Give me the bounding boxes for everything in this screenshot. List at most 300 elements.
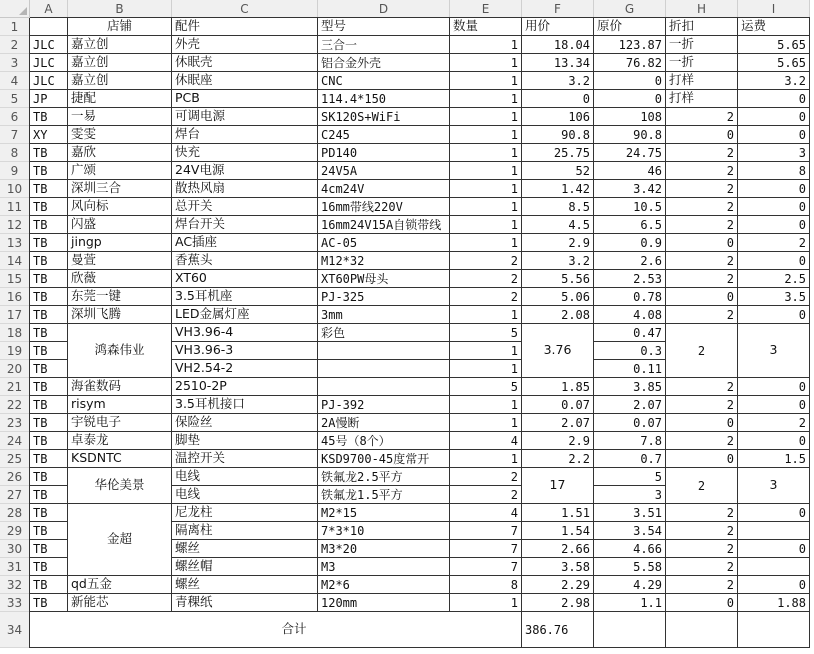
row-header-17[interactable]: 17: [0, 306, 30, 324]
cell-c21[interactable]: 2510-2P: [172, 378, 318, 396]
cell-h4[interactable]: 打样: [666, 72, 738, 90]
cell-b11[interactable]: 风向标: [68, 198, 172, 216]
cell-d12[interactable]: 16mm24V15A自锁带线: [318, 216, 450, 234]
row-header-15[interactable]: 15: [0, 270, 30, 288]
cell-i25[interactable]: 1.5: [738, 450, 810, 468]
cell-h9[interactable]: 2: [666, 162, 738, 180]
cell-c17[interactable]: LED金属灯座: [172, 306, 318, 324]
cell-h26[interactable]: 2: [666, 468, 738, 504]
cell-h2[interactable]: 一折: [666, 36, 738, 54]
cell-g28[interactable]: 3.51: [594, 504, 666, 522]
cell-h11[interactable]: 2: [666, 198, 738, 216]
cell-f7[interactable]: 90.8: [522, 126, 594, 144]
cell-g9[interactable]: 46: [594, 162, 666, 180]
cell-c19[interactable]: VH3.96-3: [172, 342, 318, 360]
cell-a11[interactable]: TB: [30, 198, 68, 216]
cell-h23[interactable]: 0: [666, 414, 738, 432]
select-all-corner[interactable]: [0, 0, 30, 18]
row-header-13[interactable]: 13: [0, 234, 30, 252]
cell-c31[interactable]: 螺丝帽: [172, 558, 318, 576]
cell-d20[interactable]: [318, 360, 450, 378]
cell-g5[interactable]: 0: [594, 90, 666, 108]
cell-d8[interactable]: PD140: [318, 144, 450, 162]
cell-d2[interactable]: 三合一: [318, 36, 450, 54]
cell-f32[interactable]: 2.29: [522, 576, 594, 594]
cell-e15[interactable]: 2: [450, 270, 522, 288]
cell-d19[interactable]: [318, 342, 450, 360]
cell-a15[interactable]: TB: [30, 270, 68, 288]
cell-c7[interactable]: 焊台: [172, 126, 318, 144]
cell-g17[interactable]: 4.08: [594, 306, 666, 324]
cell-a14[interactable]: TB: [30, 252, 68, 270]
cell-i26[interactable]: 3: [738, 468, 810, 504]
cell-h7[interactable]: 0: [666, 126, 738, 144]
cell-a5[interactable]: JP: [30, 90, 68, 108]
cell-b18[interactable]: 鸿森伟业: [68, 324, 172, 378]
cell-g11[interactable]: 10.5: [594, 198, 666, 216]
cell-e2[interactable]: 1: [450, 36, 522, 54]
cell-d7[interactable]: C245: [318, 126, 450, 144]
cell-e4[interactable]: 1: [450, 72, 522, 90]
cell-a28[interactable]: TB: [30, 504, 68, 522]
cell-a16[interactable]: TB: [30, 288, 68, 306]
row-header-6[interactable]: 6: [0, 108, 30, 126]
cell-d24[interactable]: 45号（8个）: [318, 432, 450, 450]
cell-f5[interactable]: 0: [522, 90, 594, 108]
cell-i4[interactable]: 3.2: [738, 72, 810, 90]
cell-c23[interactable]: 保险丝: [172, 414, 318, 432]
header-cell-f[interactable]: 用价: [522, 18, 594, 36]
cell-g6[interactable]: 108: [594, 108, 666, 126]
cell-g22[interactable]: 2.07: [594, 396, 666, 414]
cell-i34[interactable]: [738, 612, 810, 648]
cell-g13[interactable]: 0.9: [594, 234, 666, 252]
cell-a6[interactable]: TB: [30, 108, 68, 126]
cell-a18[interactable]: TB: [30, 324, 68, 342]
cell-i21[interactable]: 0: [738, 378, 810, 396]
row-header-33[interactable]: 33: [0, 594, 30, 612]
cell-i31[interactable]: [738, 558, 810, 576]
cell-b4[interactable]: 嘉立创: [68, 72, 172, 90]
cell-b25[interactable]: KSDNTC: [68, 450, 172, 468]
cell-c5[interactable]: PCB: [172, 90, 318, 108]
cell-i14[interactable]: 0: [738, 252, 810, 270]
cell-d26[interactable]: 铁氟龙2.5平方: [318, 468, 450, 486]
row-header-4[interactable]: 4: [0, 72, 30, 90]
cell-c18[interactable]: VH3.96-4: [172, 324, 318, 342]
cell-e17[interactable]: 1: [450, 306, 522, 324]
cell-e29[interactable]: 7: [450, 522, 522, 540]
cell-d21[interactable]: [318, 378, 450, 396]
cell-b23[interactable]: 宇锐电子: [68, 414, 172, 432]
cell-c16[interactable]: 3.5耳机座: [172, 288, 318, 306]
cell-e33[interactable]: 1: [450, 594, 522, 612]
cell-d27[interactable]: 铁氟龙1.5平方: [318, 486, 450, 504]
cell-g8[interactable]: 24.75: [594, 144, 666, 162]
cell-i22[interactable]: 0: [738, 396, 810, 414]
cell-h12[interactable]: 2: [666, 216, 738, 234]
cell-g10[interactable]: 3.42: [594, 180, 666, 198]
cell-e23[interactable]: 1: [450, 414, 522, 432]
cell-i11[interactable]: 0: [738, 198, 810, 216]
row-header-10[interactable]: 10: [0, 180, 30, 198]
cell-d6[interactable]: SK120S+WiFi: [318, 108, 450, 126]
cell-e22[interactable]: 1: [450, 396, 522, 414]
cell-f17[interactable]: 2.08: [522, 306, 594, 324]
cell-d30[interactable]: M3*20: [318, 540, 450, 558]
cell-c27[interactable]: 电线: [172, 486, 318, 504]
cell-b12[interactable]: 闪盛: [68, 216, 172, 234]
cell-f11[interactable]: 8.5: [522, 198, 594, 216]
cell-c6[interactable]: 可调电源: [172, 108, 318, 126]
cell-g27[interactable]: 3: [594, 486, 666, 504]
cell-c4[interactable]: 休眠座: [172, 72, 318, 90]
cell-c11[interactable]: 总开关: [172, 198, 318, 216]
cell-d15[interactable]: XT60PW母头: [318, 270, 450, 288]
cell-d32[interactable]: M2*6: [318, 576, 450, 594]
cell-g14[interactable]: 2.6: [594, 252, 666, 270]
cell-d29[interactable]: 7*3*10: [318, 522, 450, 540]
cell-a25[interactable]: TB: [30, 450, 68, 468]
cell-f22[interactable]: 0.07: [522, 396, 594, 414]
cell-a13[interactable]: TB: [30, 234, 68, 252]
cell-c2[interactable]: 外壳: [172, 36, 318, 54]
cell-a33[interactable]: TB: [30, 594, 68, 612]
header-cell-a[interactable]: [30, 18, 68, 36]
cell-i3[interactable]: 5.65: [738, 54, 810, 72]
cell-e14[interactable]: 2: [450, 252, 522, 270]
cell-f31[interactable]: 3.58: [522, 558, 594, 576]
cell-g24[interactable]: 7.8: [594, 432, 666, 450]
column-header-e[interactable]: E: [450, 0, 522, 18]
cell-h21[interactable]: 2: [666, 378, 738, 396]
row-header-11[interactable]: 11: [0, 198, 30, 216]
cell-d16[interactable]: PJ-325: [318, 288, 450, 306]
cell-a24[interactable]: TB: [30, 432, 68, 450]
cell-h29[interactable]: 2: [666, 522, 738, 540]
cell-f8[interactable]: 25.75: [522, 144, 594, 162]
cell-g3[interactable]: 76.82: [594, 54, 666, 72]
cell-e24[interactable]: 4: [450, 432, 522, 450]
cell-i6[interactable]: 0: [738, 108, 810, 126]
cell-d10[interactable]: 4cm24V: [318, 180, 450, 198]
cell-g18[interactable]: 0.47: [594, 324, 666, 342]
cell-b15[interactable]: 欣薇: [68, 270, 172, 288]
cell-b33[interactable]: 新能芯: [68, 594, 172, 612]
cell-i24[interactable]: 0: [738, 432, 810, 450]
cell-i33[interactable]: 1.88: [738, 594, 810, 612]
cell-b7[interactable]: 雯雯: [68, 126, 172, 144]
cell-b26[interactable]: 华伦美景: [68, 468, 172, 504]
column-header-b[interactable]: B: [68, 0, 172, 18]
cell-e27[interactable]: 2: [450, 486, 522, 504]
row-header-23[interactable]: 23: [0, 414, 30, 432]
cell-e13[interactable]: 1: [450, 234, 522, 252]
cell-i28[interactable]: 0: [738, 504, 810, 522]
row-header-8[interactable]: 8: [0, 144, 30, 162]
cell-h25[interactable]: 0: [666, 450, 738, 468]
cell-f13[interactable]: 2.9: [522, 234, 594, 252]
cell-g7[interactable]: 90.8: [594, 126, 666, 144]
cell-d33[interactable]: 120mm: [318, 594, 450, 612]
cell-a32[interactable]: TB: [30, 576, 68, 594]
row-header-27[interactable]: 27: [0, 486, 30, 504]
cell-b5[interactable]: 捷配: [68, 90, 172, 108]
cell-g33[interactable]: 1.1: [594, 594, 666, 612]
row-header-29[interactable]: 29: [0, 522, 30, 540]
cell-d22[interactable]: PJ-392: [318, 396, 450, 414]
cell-c22[interactable]: 3.5耳机接口: [172, 396, 318, 414]
cell-f26[interactable]: 17: [522, 468, 594, 504]
cell-e12[interactable]: 1: [450, 216, 522, 234]
row-header-9[interactable]: 9: [0, 162, 30, 180]
cell-a26[interactable]: TB: [30, 468, 68, 486]
header-cell-d[interactable]: 型号: [318, 18, 450, 36]
cell-b22[interactable]: risym: [68, 396, 172, 414]
cell-h34[interactable]: [666, 612, 738, 648]
cell-i12[interactable]: 0: [738, 216, 810, 234]
cell-f25[interactable]: 2.2: [522, 450, 594, 468]
cell-h10[interactable]: 2: [666, 180, 738, 198]
cell-f9[interactable]: 52: [522, 162, 594, 180]
header-cell-h[interactable]: 折扣: [666, 18, 738, 36]
row-header-26[interactable]: 26: [0, 468, 30, 486]
cell-i7[interactable]: 0: [738, 126, 810, 144]
row-header-5[interactable]: 5: [0, 90, 30, 108]
cell-h33[interactable]: 0: [666, 594, 738, 612]
cell-a4[interactable]: JLC: [30, 72, 68, 90]
cell-f18[interactable]: 3.76: [522, 324, 594, 378]
cell-h8[interactable]: 2: [666, 144, 738, 162]
cell-c14[interactable]: 香蕉头: [172, 252, 318, 270]
cell-h22[interactable]: 2: [666, 396, 738, 414]
cell-c10[interactable]: 散热风扇: [172, 180, 318, 198]
cell-e9[interactable]: 1: [450, 162, 522, 180]
row-header-3[interactable]: 3: [0, 54, 30, 72]
cell-e26[interactable]: 2: [450, 468, 522, 486]
cell-a23[interactable]: TB: [30, 414, 68, 432]
cell-d31[interactable]: M3: [318, 558, 450, 576]
header-cell-b[interactable]: 店铺: [68, 18, 172, 36]
cell-a21[interactable]: TB: [30, 378, 68, 396]
cell-c15[interactable]: XT60: [172, 270, 318, 288]
cell-h31[interactable]: 2: [666, 558, 738, 576]
cell-f2[interactable]: 18.04: [522, 36, 594, 54]
header-cell-c[interactable]: 配件: [172, 18, 318, 36]
cell-b16[interactable]: 东莞一键: [68, 288, 172, 306]
cell-i13[interactable]: 2: [738, 234, 810, 252]
cell-c24[interactable]: 脚垫: [172, 432, 318, 450]
row-header-28[interactable]: 28: [0, 504, 30, 522]
cell-d11[interactable]: 16mm带线220V: [318, 198, 450, 216]
cell-d13[interactable]: AC-05: [318, 234, 450, 252]
cell-h14[interactable]: 2: [666, 252, 738, 270]
cell-e16[interactable]: 2: [450, 288, 522, 306]
row-header-21[interactable]: 21: [0, 378, 30, 396]
cell-b21[interactable]: 海雀数码: [68, 378, 172, 396]
cell-g15[interactable]: 2.53: [594, 270, 666, 288]
row-header-30[interactable]: 30: [0, 540, 30, 558]
row-header-22[interactable]: 22: [0, 396, 30, 414]
cell-c26[interactable]: 电线: [172, 468, 318, 486]
header-cell-e[interactable]: 数量: [450, 18, 522, 36]
cell-e3[interactable]: 1: [450, 54, 522, 72]
cell-i30[interactable]: 0: [738, 540, 810, 558]
cell-c3[interactable]: 休眠壳: [172, 54, 318, 72]
column-header-d[interactable]: D: [318, 0, 450, 18]
header-cell-g[interactable]: 原价: [594, 18, 666, 36]
row-header-20[interactable]: 20: [0, 360, 30, 378]
cell-g20[interactable]: 0.11: [594, 360, 666, 378]
cell-h17[interactable]: 2: [666, 306, 738, 324]
header-cell-i[interactable]: 运费: [738, 18, 810, 36]
cell-a30[interactable]: TB: [30, 540, 68, 558]
cell-f12[interactable]: 4.5: [522, 216, 594, 234]
cell-b24[interactable]: 卓泰龙: [68, 432, 172, 450]
column-header-f[interactable]: F: [522, 0, 594, 18]
cell-h6[interactable]: 2: [666, 108, 738, 126]
cell-f14[interactable]: 3.2: [522, 252, 594, 270]
cell-a12[interactable]: TB: [30, 216, 68, 234]
row-header-34[interactable]: 34: [0, 612, 30, 648]
cell-g23[interactable]: 0.07: [594, 414, 666, 432]
cell-b10[interactable]: 深圳三合: [68, 180, 172, 198]
cell-e28[interactable]: 4: [450, 504, 522, 522]
column-header-h[interactable]: H: [666, 0, 738, 18]
column-header-i[interactable]: I: [738, 0, 810, 18]
cell-g2[interactable]: 123.87: [594, 36, 666, 54]
cell-f33[interactable]: 2.98: [522, 594, 594, 612]
cell-b28[interactable]: 金超: [68, 504, 172, 576]
row-header-1[interactable]: 1: [0, 18, 30, 36]
row-header-18[interactable]: 18: [0, 324, 30, 342]
cell-h30[interactable]: 2: [666, 540, 738, 558]
cell-a20[interactable]: TB: [30, 360, 68, 378]
cell-e32[interactable]: 8: [450, 576, 522, 594]
cell-e20[interactable]: 1: [450, 360, 522, 378]
cell-a7[interactable]: XY: [30, 126, 68, 144]
cell-b6[interactable]: 一易: [68, 108, 172, 126]
cell-g26[interactable]: 5: [594, 468, 666, 486]
cell-a8[interactable]: TB: [30, 144, 68, 162]
cell-h18[interactable]: 2: [666, 324, 738, 378]
row-header-14[interactable]: 14: [0, 252, 30, 270]
cell-a22[interactable]: TB: [30, 396, 68, 414]
cell-f23[interactable]: 2.07: [522, 414, 594, 432]
cell-e7[interactable]: 1: [450, 126, 522, 144]
cell-e10[interactable]: 1: [450, 180, 522, 198]
cell-f28[interactable]: 1.51: [522, 504, 594, 522]
cell-a2[interactable]: JLC: [30, 36, 68, 54]
cell-d5[interactable]: 114.4*150: [318, 90, 450, 108]
cell-g19[interactable]: 0.3: [594, 342, 666, 360]
cell-f15[interactable]: 5.56: [522, 270, 594, 288]
cell-b32[interactable]: qd五金: [68, 576, 172, 594]
cell-b14[interactable]: 曼萱: [68, 252, 172, 270]
cell-c12[interactable]: 焊台开关: [172, 216, 318, 234]
cell-i8[interactable]: 3: [738, 144, 810, 162]
cell-i16[interactable]: 3.5: [738, 288, 810, 306]
column-header-c[interactable]: C: [172, 0, 318, 18]
cell-c33[interactable]: 青稞纸: [172, 594, 318, 612]
cell-h13[interactable]: 0: [666, 234, 738, 252]
cell-d4[interactable]: CNC: [318, 72, 450, 90]
cell-i32[interactable]: 0: [738, 576, 810, 594]
cell-h24[interactable]: 2: [666, 432, 738, 450]
cell-i5[interactable]: 0: [738, 90, 810, 108]
cell-f10[interactable]: 1.42: [522, 180, 594, 198]
cell-a17[interactable]: TB: [30, 306, 68, 324]
cell-d28[interactable]: M2*15: [318, 504, 450, 522]
cell-g29[interactable]: 3.54: [594, 522, 666, 540]
cell-a31[interactable]: TB: [30, 558, 68, 576]
row-header-19[interactable]: 19: [0, 342, 30, 360]
cell-c9[interactable]: 24V电源: [172, 162, 318, 180]
total-value[interactable]: 386.76: [522, 612, 594, 648]
cell-d23[interactable]: 2A慢断: [318, 414, 450, 432]
cell-h28[interactable]: 2: [666, 504, 738, 522]
row-header-24[interactable]: 24: [0, 432, 30, 450]
cell-a29[interactable]: TB: [30, 522, 68, 540]
cell-e31[interactable]: 7: [450, 558, 522, 576]
cell-c28[interactable]: 尼龙柱: [172, 504, 318, 522]
row-header-2[interactable]: 2: [0, 36, 30, 54]
cell-e5[interactable]: 1: [450, 90, 522, 108]
cell-b17[interactable]: 深圳飞腾: [68, 306, 172, 324]
cell-d14[interactable]: M12*32: [318, 252, 450, 270]
cell-e8[interactable]: 1: [450, 144, 522, 162]
cell-b8[interactable]: 嘉欣: [68, 144, 172, 162]
cell-b3[interactable]: 嘉立创: [68, 54, 172, 72]
column-header-a[interactable]: A: [30, 0, 68, 18]
cell-a3[interactable]: JLC: [30, 54, 68, 72]
cell-f24[interactable]: 2.9: [522, 432, 594, 450]
column-header-g[interactable]: G: [594, 0, 666, 18]
cell-f4[interactable]: 3.2: [522, 72, 594, 90]
cell-e25[interactable]: 1: [450, 450, 522, 468]
row-header-16[interactable]: 16: [0, 288, 30, 306]
cell-f16[interactable]: 5.06: [522, 288, 594, 306]
cell-g25[interactable]: 0.7: [594, 450, 666, 468]
cell-g30[interactable]: 4.66: [594, 540, 666, 558]
cell-a19[interactable]: TB: [30, 342, 68, 360]
cell-i9[interactable]: 8: [738, 162, 810, 180]
cell-i23[interactable]: 2: [738, 414, 810, 432]
cell-a9[interactable]: TB: [30, 162, 68, 180]
cell-h15[interactable]: 2: [666, 270, 738, 288]
cell-c29[interactable]: 隔离柱: [172, 522, 318, 540]
cell-f21[interactable]: 1.85: [522, 378, 594, 396]
cell-d9[interactable]: 24V5A: [318, 162, 450, 180]
cell-d25[interactable]: KSD9700-45度常开: [318, 450, 450, 468]
cell-e21[interactable]: 5: [450, 378, 522, 396]
cell-h5[interactable]: 打样: [666, 90, 738, 108]
cell-i10[interactable]: 0: [738, 180, 810, 198]
row-header-32[interactable]: 32: [0, 576, 30, 594]
cell-a27[interactable]: TB: [30, 486, 68, 504]
cell-d17[interactable]: 3mm: [318, 306, 450, 324]
cell-i17[interactable]: 0: [738, 306, 810, 324]
row-header-31[interactable]: 31: [0, 558, 30, 576]
cell-h32[interactable]: 2: [666, 576, 738, 594]
row-header-12[interactable]: 12: [0, 216, 30, 234]
cell-b13[interactable]: jingp: [68, 234, 172, 252]
cell-e6[interactable]: 1: [450, 108, 522, 126]
cell-i2[interactable]: 5.65: [738, 36, 810, 54]
cell-h3[interactable]: 一折: [666, 54, 738, 72]
cell-c32[interactable]: 螺丝: [172, 576, 318, 594]
cell-i18[interactable]: 3: [738, 324, 810, 378]
